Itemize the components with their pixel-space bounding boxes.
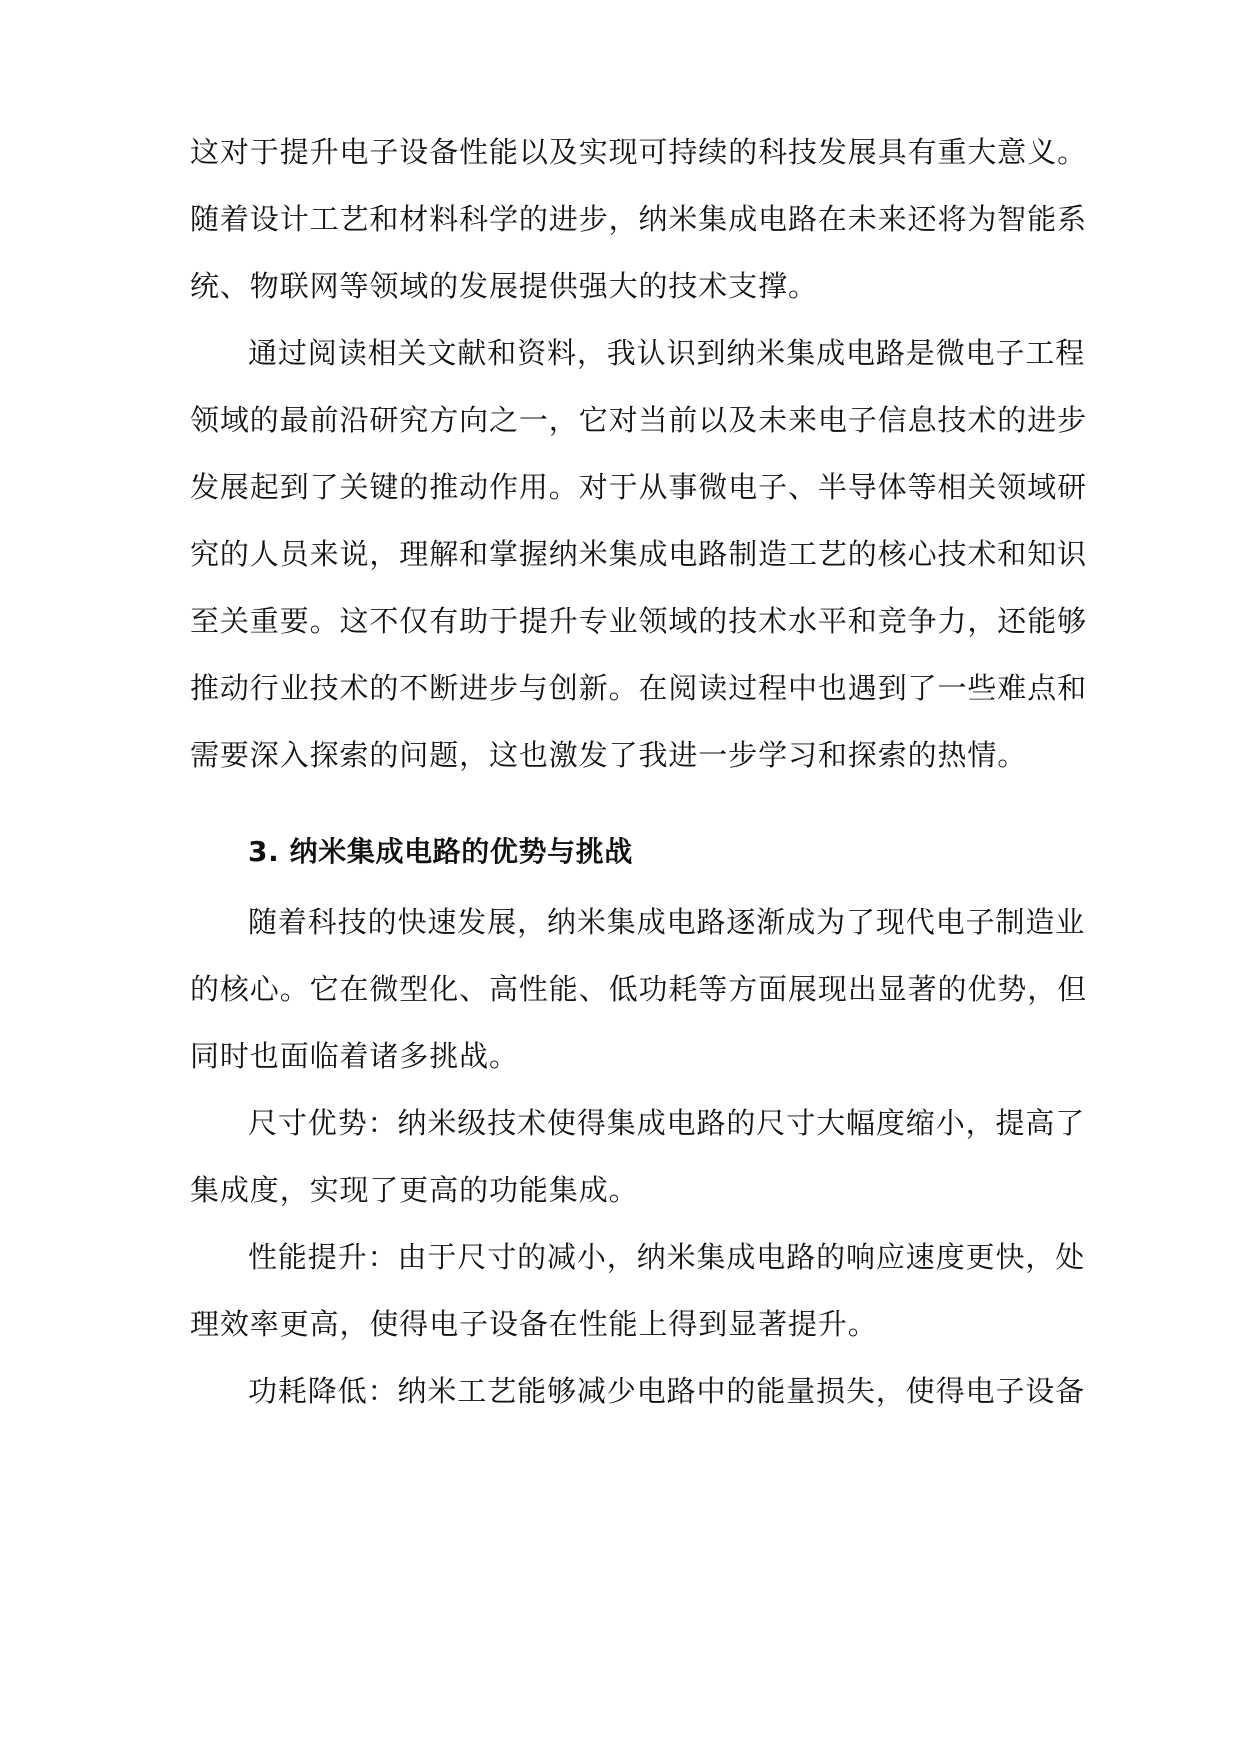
paragraph-2-line-5: 至关重要。这不仅有助于提升专业领域的技术水平和竞争力，还能够 <box>190 604 1088 638</box>
paragraph-4-line-2: 集成度，实现了更高的功能集成。 <box>190 1173 639 1207</box>
paragraph-2-line-4: 究的人员来说，理解和掌握纳米集成电路制造工艺的核心技术和知识 <box>190 537 1088 571</box>
paragraph-2-line-7: 需要深入探索的问题，这也激发了我进一步学习和探索的热情。 <box>190 738 1028 772</box>
paragraph-5-line-2: 理效率更高，使得电子设备在性能上得到显著提升。 <box>190 1307 878 1341</box>
paragraph-3-line-3: 同时也面临着诸多挑战。 <box>190 1039 519 1073</box>
paragraph-4-line-1: 尺寸优势：纳米级技术使得集成电路的尺寸大幅度缩小，提高了 <box>248 1106 1086 1140</box>
paragraph-1-line-1: 这对于提升电子设备性能以及实现可持续的科技发展具有重大意义。 <box>190 135 1088 169</box>
paragraph-3-line-1: 随着科技的快速发展，纳米集成电路逐渐成为了现代电子制造业 <box>248 905 1086 939</box>
paragraph-2-line-3: 发展起到了关键的推动作用。对于从事微电子、半导体等相关领域研 <box>190 470 1088 504</box>
paragraph-3-line-2: 的核心。它在微型化、高性能、低功耗等方面展现出显著的优势，但 <box>190 972 1088 1006</box>
paragraph-1-line-3: 统、物联网等领域的发展提供强大的技术支撑。 <box>190 269 818 303</box>
paragraph-2-line-2: 领域的最前沿研究方向之一，它对当前以及未来电子信息技术的进步 <box>190 403 1088 437</box>
paragraph-1-line-2: 随着设计工艺和材料科学的进步，纳米集成电路在未来还将为智能系 <box>190 202 1088 236</box>
section-heading: 3. 纳米集成电路的优势与挑战 <box>248 835 633 868</box>
paragraph-2-line-6: 推动行业技术的不断进步与创新。在阅读过程中也遇到了一些难点和 <box>190 671 1088 705</box>
paragraph-6-line-1: 功耗降低：纳米工艺能够减少电路中的能量损失，使得电子设备 <box>248 1374 1086 1408</box>
paragraph-5-line-1: 性能提升：由于尺寸的减小，纳米集成电路的响应速度更快，处 <box>248 1240 1086 1274</box>
paragraph-2-line-1: 通过阅读相关文献和资料，我认识到纳米集成电路是微电子工程 <box>248 336 1086 370</box>
